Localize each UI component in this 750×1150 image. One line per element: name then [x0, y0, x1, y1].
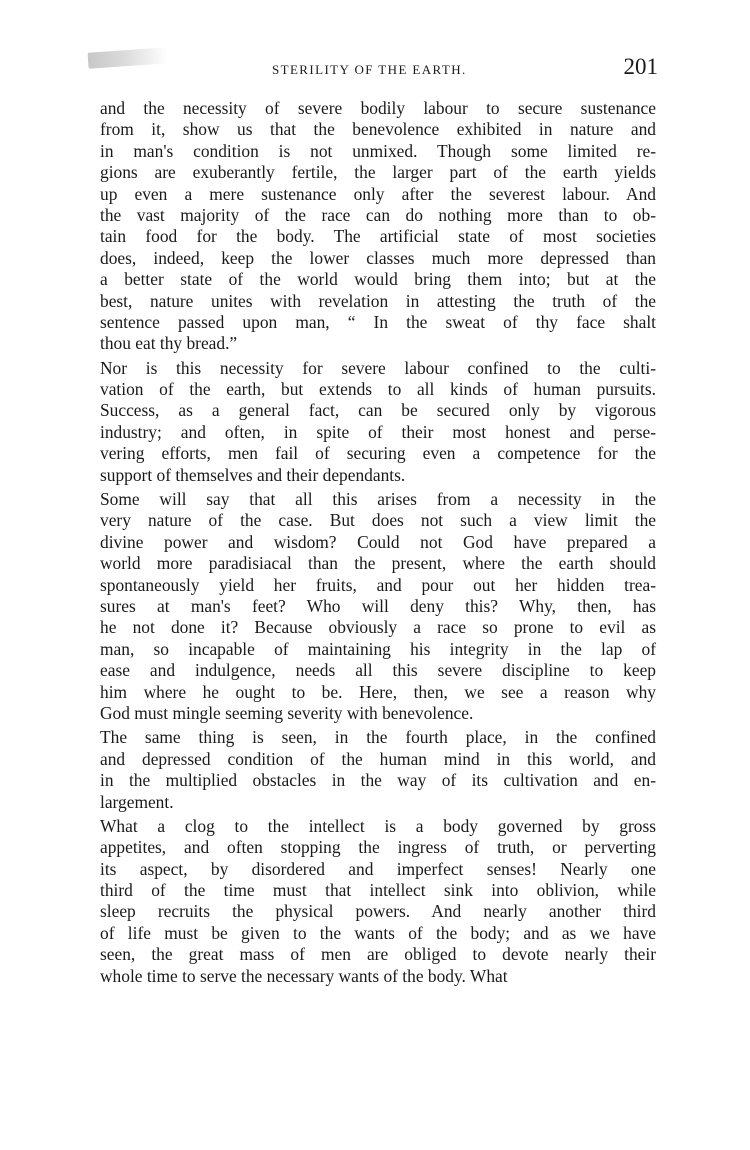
paragraph	[100, 727, 656, 813]
text-line: does, indeed, keep the lower classes much more depressed than	[100, 247, 656, 268]
text-line: man, so incapable of maintaining his integrity in the lap of	[100, 638, 656, 659]
text-line: Some will say that all this arises from a necessity in the	[100, 489, 656, 510]
text-line: in the multiplied obstacles in the way of its cultivation and en-	[100, 770, 656, 791]
text-line: him where he ought to be. Here, then, we see a reason why	[100, 681, 656, 702]
page-header	[100, 54, 660, 90]
text-line: very nature of the case. But does not such a view limit the	[100, 510, 656, 531]
text-line: Success, as a general fact, can be secured only by vigorous	[100, 400, 656, 421]
paragraph	[100, 489, 656, 724]
text-line: of life must be given to the wants of the body; and as we have	[100, 922, 656, 943]
text-line: vation of the earth, but extends to all kinds of human pursuits.	[100, 379, 656, 400]
paragraph	[100, 358, 656, 486]
page-body-text	[100, 98, 656, 987]
running-title: STERILITY OF THE EARTH.	[272, 62, 467, 77]
paragraph	[100, 816, 656, 987]
text-line: God must mingle seeming severity with benevolence.	[100, 702, 474, 723]
text-line: spontaneously yield her fruits, and pour out her hidden trea-	[100, 574, 656, 595]
text-line: up even a mere sustenance only after the severest labour. And	[100, 183, 656, 204]
text-line: seen, the great mass of men are obliged to devote nearly their	[100, 944, 656, 965]
text-line: a better state of the world would bring them into; but at the	[100, 269, 656, 290]
text-line: Nor is this necessity for severe labour confined to the culti-	[100, 357, 656, 378]
text-line: whole time to serve the necessary wants of the body. What	[100, 965, 508, 986]
text-line: and depressed condition of the human mind in this world, and	[100, 748, 656, 769]
text-line: support of themselves and their dependants.	[100, 464, 406, 485]
text-line: The same thing is seen, in the fourth place, in the confined	[100, 727, 656, 748]
text-line: industry; and often, in spite of their most honest and perse-	[100, 421, 656, 442]
text-line: What a clog to the intellect is a body governed by gross	[100, 815, 656, 836]
text-line: tain food for the body. The artificial state of most societies	[100, 226, 656, 247]
text-line: sleep recruits the physical powers. And nearly another third	[100, 901, 656, 922]
page-number: 201	[623, 54, 658, 79]
text-line: its aspect, by disordered and imperfect senses! Nearly one	[100, 858, 656, 879]
text-line: ease and indulgence, needs all this severe discipline to keep	[100, 660, 656, 681]
text-line: largement.	[100, 791, 174, 812]
text-line: the vast majority of the race can do nothing more than to ob-	[100, 204, 656, 225]
text-line: and the necessity of severe bodily labour to secure sustenance	[100, 98, 656, 118]
text-line: from it, show us that the benevolence exhibited in nature and	[100, 119, 656, 140]
text-line: divine power and wisdom? Could not God have prepared a	[100, 531, 656, 552]
text-line: third of the time must that intellect sink into oblivion, while	[100, 880, 656, 901]
text-line: best, nature unites with revelation in attesting the truth of the	[100, 290, 656, 311]
text-line: he not done it? Because obviously a race so prone to evil as	[100, 617, 656, 638]
text-line: in man's condition is not unmixed. Though some limited re-	[100, 140, 656, 161]
text-line: appetites, and often stopping the ingress of truth, or perverting	[100, 837, 656, 858]
paragraph	[100, 98, 656, 355]
text-line: sures at man's feet? Who will deny this? Why, then, has	[100, 595, 656, 616]
text-line: vering efforts, men fail of securing even a competence for the	[100, 443, 656, 464]
text-line: world more paradisiacal than the present, where the earth should	[100, 553, 656, 574]
text-line: thou eat thy bread.”	[100, 333, 238, 354]
text-line: gions are exuberantly fertile, the larger part of the earth yields	[100, 162, 656, 183]
text-line: sentence passed upon man, “ In the sweat of thy face shalt	[100, 311, 656, 332]
